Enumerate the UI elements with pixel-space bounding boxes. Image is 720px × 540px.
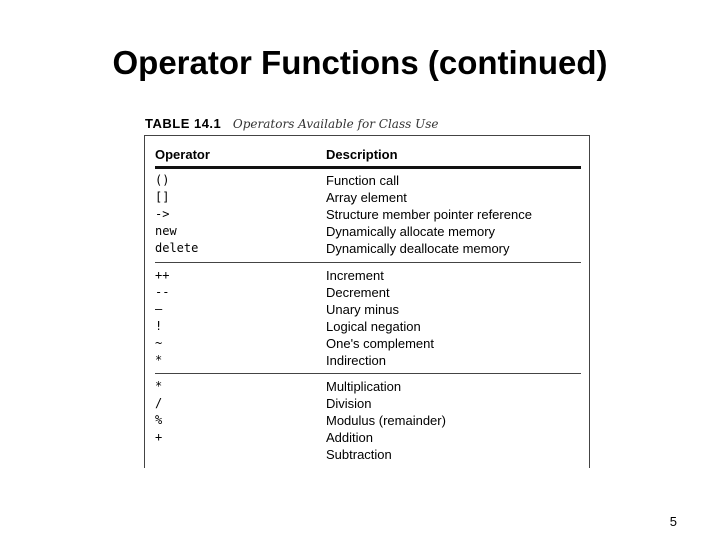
operator-cell: --	[155, 285, 170, 299]
operator-cell: /	[155, 396, 163, 410]
operator-cell: *	[155, 379, 163, 393]
header-rule	[155, 166, 581, 169]
table-row	[145, 302, 589, 319]
operator-cell: delete	[155, 241, 199, 255]
operator-cell: ->	[155, 207, 170, 221]
table-row	[145, 207, 589, 224]
operator-cell: –	[155, 302, 163, 316]
operator-cell: *	[155, 353, 163, 367]
operator-cell: ++	[155, 268, 170, 282]
group-2	[145, 268, 589, 370]
table-row	[145, 396, 589, 413]
table-row	[145, 224, 589, 241]
table-row	[145, 319, 589, 336]
description-cell: Division	[326, 396, 372, 411]
group-3	[145, 379, 589, 464]
description-cell: Dynamically deallocate memory	[326, 241, 510, 256]
table-row	[145, 285, 589, 302]
description-cell: Structure member pointer reference	[326, 207, 532, 222]
page-number: 5	[669, 514, 677, 529]
description-cell: Function call	[326, 173, 399, 188]
operator-cell: []	[155, 190, 170, 204]
operator-cell: ~	[155, 336, 163, 350]
table-row	[145, 241, 589, 258]
slide-title: Operator Functions (continued)	[112, 44, 608, 81]
group-divider	[155, 373, 581, 374]
table-label: TABLE 14.1	[145, 116, 222, 131]
operators-table	[144, 135, 590, 468]
operator-cell: ()	[155, 173, 170, 187]
table-row	[145, 173, 589, 190]
table-row	[145, 379, 589, 396]
description-cell: Multiplication	[326, 379, 402, 394]
header-operator: Operator	[155, 147, 210, 162]
operator-cell: %	[155, 413, 163, 427]
description-cell: Dynamically allocate memory	[326, 224, 496, 239]
operator-cell: +	[155, 430, 163, 444]
operator-cell: !	[155, 319, 163, 333]
description-cell: One's complement	[326, 336, 434, 351]
description-cell: Logical negation	[326, 319, 421, 334]
table-row	[145, 336, 589, 353]
description-cell: Modulus (remainder)	[326, 413, 446, 428]
table-row	[145, 353, 589, 370]
group-1	[145, 173, 589, 258]
table-row	[145, 413, 589, 430]
table-row	[145, 190, 589, 207]
table-caption-text: Operators Available for Class Use	[232, 117, 439, 131]
description-cell: Decrement	[326, 285, 390, 300]
operator-cell: new	[155, 224, 177, 238]
table-caption	[145, 116, 438, 131]
description-cell: Unary minus	[326, 302, 399, 317]
table-row	[145, 430, 589, 447]
description-cell: Addition	[326, 430, 373, 445]
table-row	[145, 447, 589, 464]
description-cell: Array element	[326, 190, 407, 205]
table-row	[145, 268, 589, 285]
group-divider	[155, 262, 581, 263]
description-cell: Indirection	[326, 353, 386, 368]
header-description: Description	[326, 147, 398, 162]
description-cell: Increment	[326, 268, 384, 283]
description-cell: Subtraction	[326, 447, 392, 462]
table-header-row	[145, 147, 589, 167]
